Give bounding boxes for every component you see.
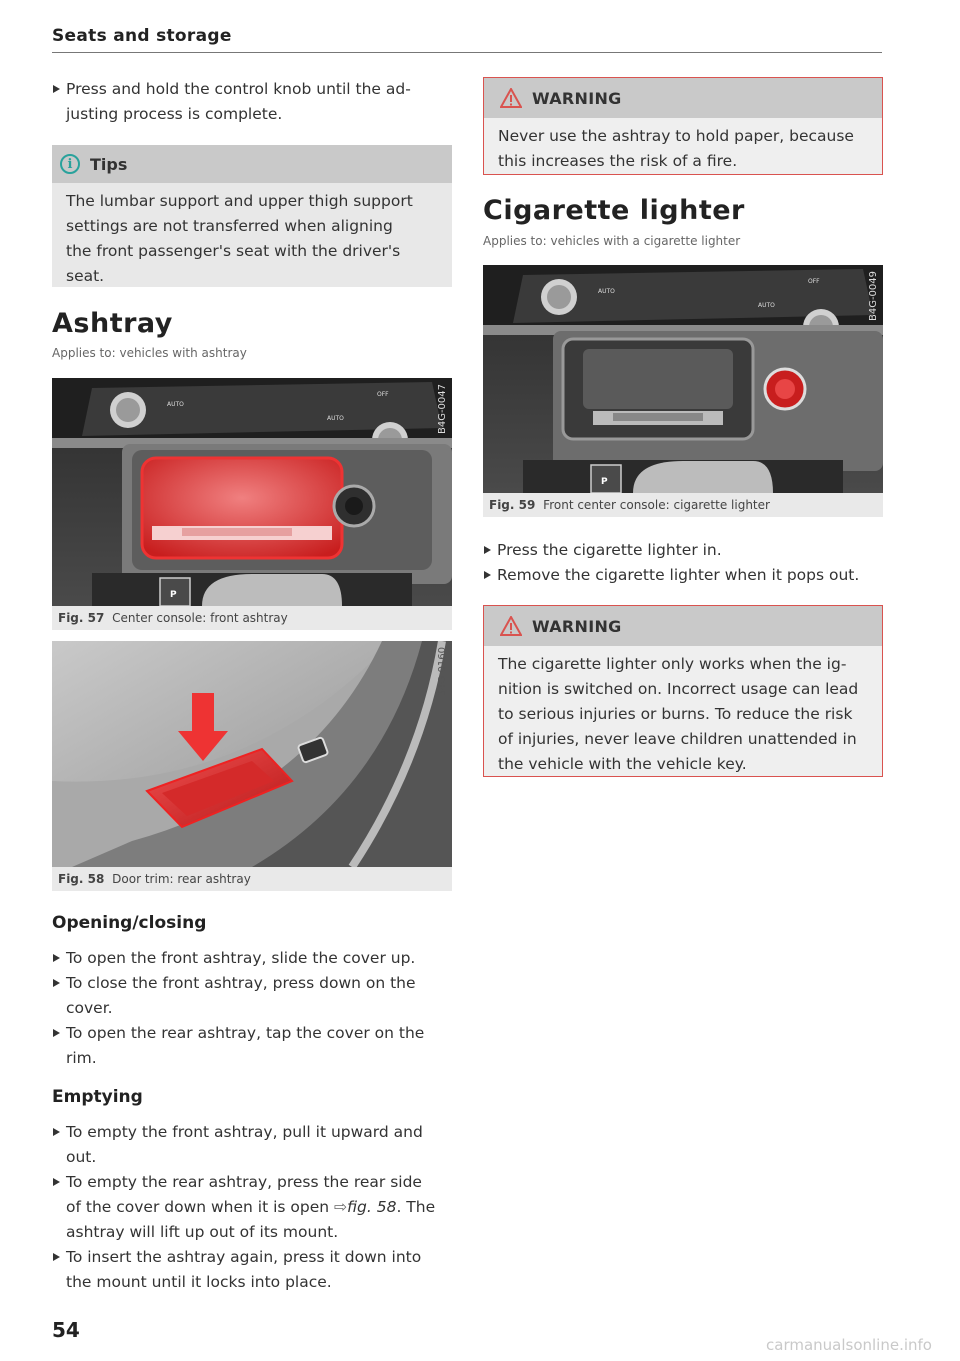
- intro-bullet: [52, 77, 456, 127]
- emptying-bullet-3: [52, 1245, 456, 1295]
- warning-lighter-line-1: The cigarette lighter only works when the ig-: [498, 655, 847, 673]
- cigarette-lighter-illustration: [483, 265, 883, 493]
- emptying-bullet-2: [52, 1170, 456, 1245]
- lighter-bullet-2-text: Remove the cigarette lighter when it pops out.: [497, 566, 860, 584]
- figure-59-caption: [489, 498, 770, 512]
- header-rule: [52, 52, 882, 53]
- tips-box: [52, 145, 452, 287]
- figure-57: [52, 378, 452, 630]
- warning-title-lighter: WARNING: [532, 616, 622, 636]
- tips-body: [52, 183, 452, 293]
- auto-label-left: AUTO: [167, 401, 184, 408]
- tips-line-4: seat.: [66, 267, 105, 285]
- off-label-fig59: OFF: [808, 278, 820, 285]
- figure-59-code: B4G-0049: [868, 271, 879, 322]
- emptying-bullet-2-line-1: To empty the rear ashtray, press the rear side: [66, 1173, 422, 1191]
- emptying-heading: Emptying: [52, 1087, 143, 1107]
- cigarette-lighter-applies: Applies to: vehicles with a cigarette lighter: [483, 234, 741, 248]
- front-ashtray-illustration: [52, 378, 452, 606]
- emptying-bullet-3-line-2: the mount until it locks into place.: [66, 1273, 332, 1291]
- figure-58-number: Fig. 58: [58, 872, 105, 886]
- opening-bullet-3: [52, 1021, 456, 1071]
- auto-label-right: AUTO: [327, 415, 344, 422]
- opening-bullet-2-line-1: To close the front ashtray, press down on the: [66, 974, 416, 992]
- warning-ashtray-line-2: this increases the risk of a fire.: [498, 152, 738, 170]
- opening-bullet-3-line-2: rim.: [66, 1049, 97, 1067]
- reference-arrow-icon: ⇨: [334, 1198, 348, 1216]
- opening-bullet-2-line-2: cover.: [66, 999, 113, 1017]
- warning-ashtray-line-1: Never use the ashtray to hold paper, because: [498, 127, 854, 145]
- figure-58: [52, 641, 452, 891]
- warning-body-lighter: [484, 646, 882, 781]
- ashtray-applies: Applies to: vehicles with ashtray: [52, 346, 247, 360]
- figure-59-caption-text: Front center console: cigarette lighter: [543, 498, 770, 512]
- figure-59: [483, 265, 883, 517]
- figure-58-reference-link[interactable]: fig. 58: [347, 1198, 397, 1216]
- figure-57-caption-text: Center console: front ashtray: [112, 611, 288, 625]
- ashtray-heading: Ashtray: [52, 308, 173, 339]
- opening-bullet-3-line-1: To open the rear ashtray, tap the cover on the: [66, 1024, 425, 1042]
- emptying-bullet-3-line-1: To insert the ashtray again, press it down into: [66, 1248, 422, 1266]
- figure-57-number: Fig. 57: [58, 611, 105, 625]
- tips-title: Tips: [90, 154, 128, 174]
- figure-58-caption-text: Door trim: rear ashtray: [112, 872, 251, 886]
- info-icon: i: [60, 154, 80, 174]
- intro-line-1: Press and hold the control knob until the ad-: [66, 80, 411, 98]
- auto-label-left-fig59: AUTO: [598, 288, 615, 295]
- emptying-bullet-2-line-3: ashtray will lift up out of its mount.: [66, 1223, 339, 1241]
- park-label: P: [170, 590, 177, 600]
- watermark: carmanualsonline.info: [766, 1336, 932, 1354]
- figure-58-caption: [58, 872, 251, 886]
- warning-title-ashtray: WARNING: [532, 88, 622, 108]
- warning-box-lighter: [483, 605, 883, 777]
- figure-58-code: B4G-0160: [437, 647, 448, 698]
- off-label: OFF: [377, 391, 389, 398]
- warning-lighter-line-3: to serious injuries or burns. To reduce the risk: [498, 705, 853, 723]
- park-label-fig59: P: [601, 477, 608, 487]
- emptying-bullet-2-line-2b: . The: [396, 1198, 436, 1216]
- opening-bullet-1: [52, 946, 456, 971]
- tips-line-3: the front passenger's seat with the driver's: [66, 242, 401, 260]
- warning-box-ashtray: [483, 77, 883, 175]
- cigarette-lighter-heading: Cigarette lighter: [483, 195, 745, 226]
- tips-line-2: settings are not transferred when aligning: [66, 217, 393, 235]
- opening-bullet-1-line-1: To open the front ashtray, slide the cover up.: [66, 949, 416, 967]
- tips-header: [52, 145, 452, 183]
- opening-bullet-2: [52, 971, 456, 1021]
- emptying-bullet-1-line-2: out.: [66, 1148, 97, 1166]
- warning-lighter-line-4: of injuries, never leave children unattended in: [498, 730, 857, 748]
- figure-57-code: B4G-0047: [437, 384, 448, 435]
- intro-line-2: justing process is complete.: [66, 105, 283, 123]
- warning-lighter-line-5: the vehicle with the vehicle key.: [498, 755, 747, 773]
- warning-header-lighter: [484, 606, 882, 646]
- tips-line-1: The lumbar support and upper thigh support: [66, 192, 413, 210]
- auto-label-right-fig59: AUTO: [758, 302, 775, 309]
- rear-ashtray-illustration: [52, 641, 452, 867]
- lighter-bullet-1-text: Press the cigarette lighter in.: [497, 541, 722, 559]
- section-header-title: Seats and storage: [52, 26, 232, 46]
- lighter-bullet-1: [483, 538, 892, 563]
- warning-triangle-icon: [500, 88, 522, 108]
- emptying-bullet-1-line-1: To empty the front ashtray, pull it upward and: [66, 1123, 423, 1141]
- warning-header-ashtray: [484, 78, 882, 118]
- emptying-bullet-2-line-2a: of the cover down when it is open: [66, 1198, 335, 1216]
- page-number: 54: [52, 1318, 80, 1342]
- warning-lighter-line-2: nition is switched on. Incorrect usage can lead: [498, 680, 859, 698]
- emptying-bullet-1: [52, 1120, 456, 1170]
- figure-57-caption: [58, 611, 288, 625]
- warning-body-ashtray: [484, 118, 882, 178]
- figure-59-number: Fig. 59: [489, 498, 536, 512]
- lighter-bullet-2: [483, 563, 892, 588]
- warning-triangle-icon: [500, 616, 522, 636]
- opening-closing-heading: Opening/closing: [52, 913, 207, 933]
